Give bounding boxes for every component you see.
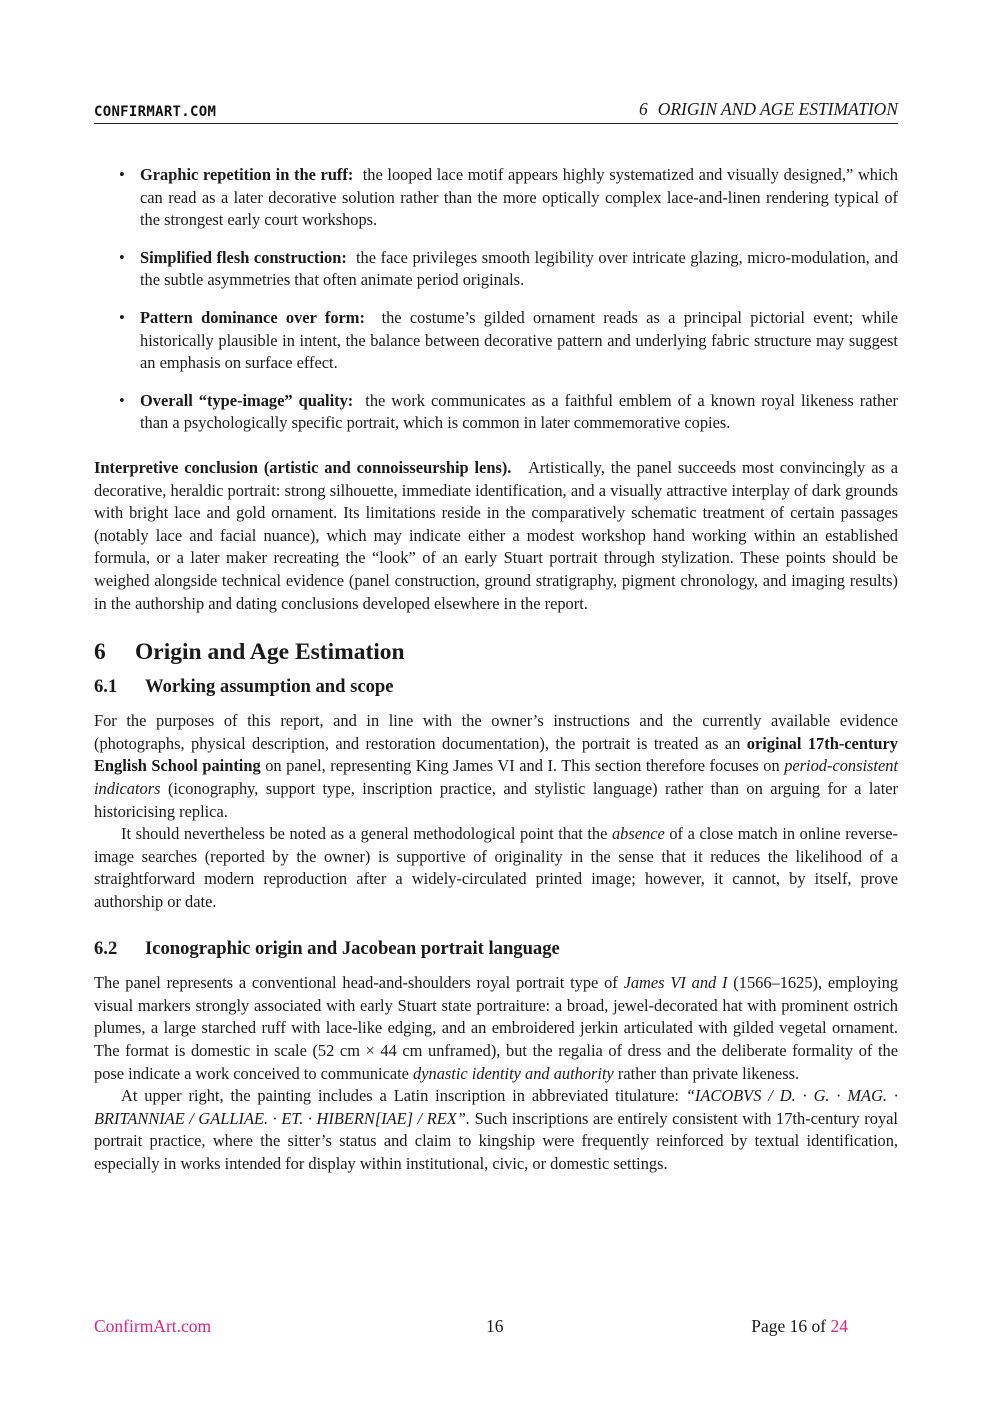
- bullet-term: Simplified flesh construction:: [140, 247, 347, 267]
- subsection-heading-6-2: [94, 938, 898, 961]
- bold-run: original 17th-century English School painting: [94, 733, 898, 776]
- site-logo: CONFIRMART.COM: [94, 104, 217, 120]
- list-item: [94, 247, 898, 292]
- text-run: (iconography, support type, inscription practice, and stylistic language) rather than on arguing for a later historicising replica.: [94, 779, 898, 821]
- footer-page-number: 16: [486, 1316, 504, 1336]
- text-run: It should nevertheless be noted as a general methodological point that the: [121, 824, 612, 844]
- document-body: [94, 164, 898, 1176]
- bullet-term: Pattern dominance over form:: [140, 307, 365, 327]
- footer-site-link[interactable]: ConfirmArt.com: [94, 1316, 212, 1336]
- subsection-number: 6.1: [94, 675, 118, 697]
- running-section-title: ORIGIN AND AGE ESTIMATION: [657, 99, 898, 119]
- bullet-icon: •: [119, 165, 125, 184]
- bullet-list: [94, 164, 898, 435]
- italic-run: absence: [611, 824, 665, 844]
- conclusion-text: Artistically, the panel succeeds most convincingly as a decorative, heraldic portrait: strong silhouette, immediate identification, and a visually attractive interplay of dark grounds with bright lace and gold ornament. Its limitations reside in the comparatively schematic treatment of certain passages (notably lace and facial nuance), which may indicate either a modest workshop hand working within an established formula, or a later maker recreating the “look” of an early Stuart portrait through stylization. These points should be weighed alongside technical evidence (panel construction, ground stratigraphy, pigment chronology, and imaging results) in the authorship and dating conclusions developed elsewhere in the report.: [94, 457, 899, 613]
- bullet-icon: •: [119, 390, 125, 410]
- bullet-term: Overall “type-image” quality:: [140, 390, 354, 410]
- conclusion-paragraph: [94, 457, 898, 615]
- page-total-link[interactable]: 24: [830, 1316, 848, 1336]
- subsection-heading-6-1: [94, 676, 898, 699]
- document-page: [94, 96, 898, 1176]
- section-title: Origin and Age Estimation: [135, 639, 405, 666]
- list-item: [94, 307, 898, 375]
- subsection-title: Working assumption and scope: [145, 675, 394, 697]
- list-item: [94, 390, 898, 435]
- italic-run: dynastic identity and authority: [413, 1063, 614, 1083]
- text-run: (1566–1625), employing visual markers strongly associated with early Stuart state portraiture: a broad, jewel-decorated hat with prominent ostrich plumes, a large starched ruff with lace-like edging, and an embroidered jerkin articulated with gilded vegetal ornament. The format is domestic in scale (52 cm × 44 cm unframed), but the regalia of dress and the deliberate formality of the pose indicate a work conceived to communicate: [94, 973, 898, 1083]
- running-section-number: 6: [638, 99, 648, 119]
- bullet-term: Graphic repetition in the ruff:: [140, 165, 354, 184]
- text-run: At upper right, the painting includes a Latin inscription in abbreviated titulature:: [121, 1086, 686, 1106]
- italic-run: “IACOBVS / D. · G. · MAG. · BRITANNIAE / GALLIAE. · ET. · HIBERN[IAE] / REX”.: [94, 1086, 898, 1128]
- text-run: of a close match in online reverse-image searches (reported by the owner) is supportive of originality in the sense that it reduces the likelihood of a straightforward modern reproduction after a widely-circulated printed image; however, it cannot, by itself, prove authorship or date.: [94, 824, 898, 912]
- italic-run: period-consistent indicators: [94, 756, 898, 799]
- page-of-prefix: Page 16 of: [751, 1316, 831, 1336]
- section-heading: [94, 641, 898, 664]
- bullet-icon: •: [119, 247, 125, 267]
- text-run: rather than private likeness.: [613, 1063, 800, 1083]
- text-run: For the purposes of this report, and in line with the owner’s instructions and the currently available evidence (photographs, physical description, and restoration documentation), the portrait is treated as an: [94, 711, 898, 753]
- italic-run: James VI and I: [623, 973, 728, 993]
- paragraph: [94, 710, 898, 823]
- bullet-text: the work communicates as a faithful emblem of a known royal likeness rather than a psychologically specific portrait, which is common in later commemorative copies.: [140, 390, 898, 433]
- text-run: The panel represents a conventional head-and-shoulders royal portrait type of: [94, 973, 624, 993]
- footer-page-of: [751, 1316, 848, 1337]
- bullet-text: the face privileges smooth legibility over intricate glazing, micro-modulation, and the subtle asymmetries that often animate period originals.: [140, 247, 899, 290]
- section-number: 6: [94, 639, 106, 666]
- running-header: [94, 96, 898, 124]
- subsection-title: Iconographic origin and Jacobean portrait language: [145, 937, 560, 959]
- bullet-icon: •: [119, 307, 125, 327]
- paragraph: [94, 823, 898, 913]
- text-run: Such inscriptions are entirely consistent with 17th-century royal portrait practice, where the sitter’s status and claim to kingship were frequently reinforced by textual identification, especially in works intended for display within institutional, civic, or domestic settings.: [94, 1108, 898, 1173]
- paragraph: [94, 1085, 898, 1175]
- list-item: [94, 164, 898, 232]
- paragraph: [94, 972, 898, 1085]
- subsection-number: 6.2: [94, 937, 118, 959]
- running-title: [639, 99, 898, 120]
- bullet-text: the looped lace motif appears highly systematized and visually designed,” which can read as a later decorative solution rather than the more optically complex lace-and-linen rendering typical of the strongest early court workshops.: [140, 165, 898, 230]
- bullet-text: the costume’s gilded ornament reads as a principal pictorial event; while historically plausible in intent, the balance between decorative pattern and underlying fabric structure may suggest an emphasis on surface effect.: [140, 307, 899, 373]
- text-run: on panel, representing King James VI and I. This section therefore focuses on: [260, 756, 785, 776]
- conclusion-lead: Interpretive conclusion (artistic and connoisseurship lens).: [94, 457, 512, 477]
